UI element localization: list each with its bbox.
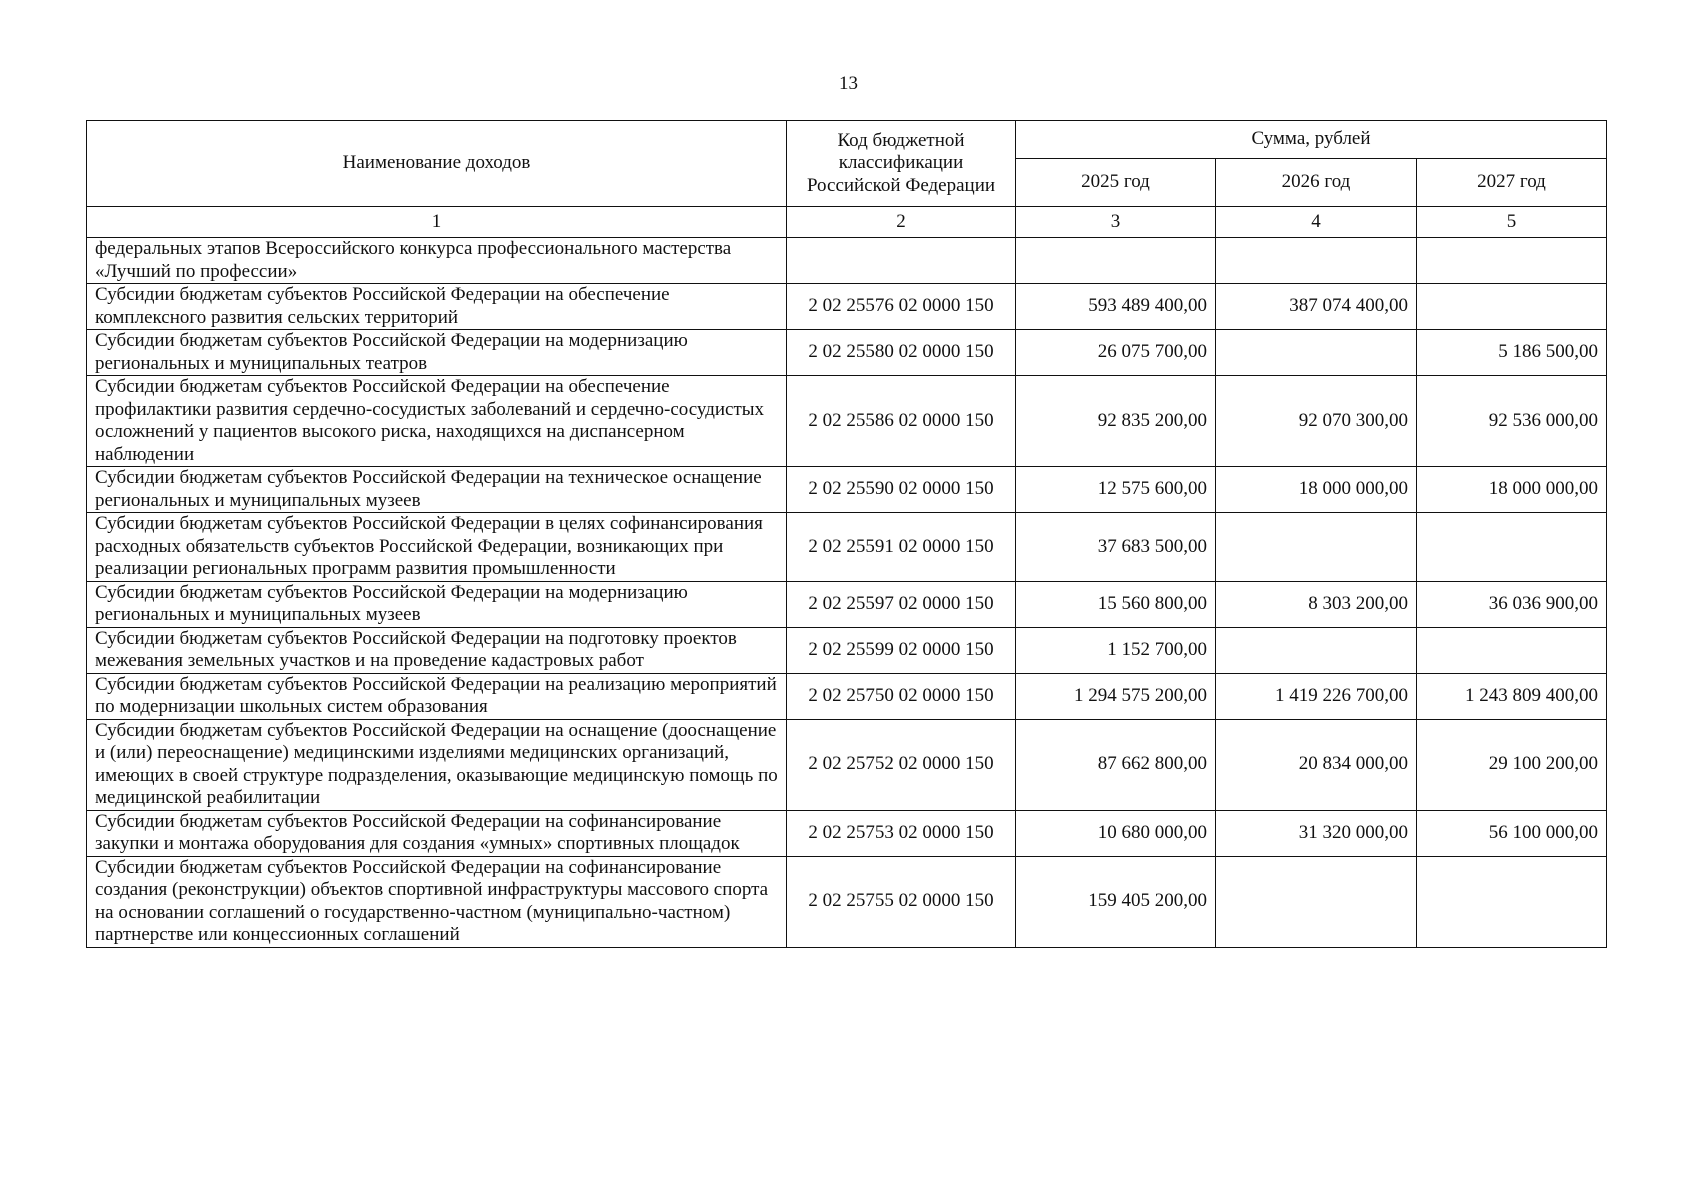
amount-2027: [1417, 856, 1607, 947]
amount-2026: 387 074 400,00: [1216, 284, 1417, 330]
column-number: 4: [1216, 207, 1417, 238]
table-row: [87, 284, 1607, 330]
amount-2027: 18 000 000,00: [1417, 467, 1607, 513]
amount-2026: [1216, 856, 1417, 947]
budget-code: 2 02 25752 02 0000 150: [787, 719, 1016, 810]
table-row: [87, 627, 1607, 673]
table-row: [87, 467, 1607, 513]
budget-code: 2 02 25586 02 0000 150: [787, 376, 1016, 467]
amount-2026: 31 320 000,00: [1216, 810, 1417, 856]
table-row: [87, 581, 1607, 627]
table-row: [87, 719, 1607, 810]
column-number-row: [87, 207, 1607, 238]
page-number: 13: [839, 73, 858, 94]
revenue-name: Субсидии бюджетам субъектов Российской Федерации на модернизацию региональных и муниципальных музеев: [87, 581, 787, 627]
amount-2026: 92 070 300,00: [1216, 376, 1417, 467]
revenue-name: Субсидии бюджетам субъектов Российской Федерации в целях софинансирования расходных обязательств субъектов Российской Федерации, возникающих при реализации региональных программ развития промышленности: [87, 513, 787, 582]
revenue-name: Субсидии бюджетам субъектов Российской Федерации на оснащение (дооснащение и (или) переоснащение) медицинскими изделиями медицинских организаций, имеющих в своей структуре подразделения, оказывающие медицинскую помощь по медицинской реабилитации: [87, 719, 787, 810]
revenue-name: Субсидии бюджетам субъектов Российской Федерации на обеспечение профилактики развития сердечно-сосудистых заболеваний и сердечно-сосудистых осложнений у пациентов высокого риска, находящихся на диспансерном наблюдении: [87, 376, 787, 467]
amount-2026: [1216, 330, 1417, 376]
amount-2026: 8 303 200,00: [1216, 581, 1417, 627]
budget-code: 2 02 25750 02 0000 150: [787, 673, 1016, 719]
revenue-name: Субсидии бюджетам субъектов Российской Федерации на модернизацию региональных и муниципальных театров: [87, 330, 787, 376]
amount-2025: 1 294 575 200,00: [1016, 673, 1216, 719]
revenue-name: федеральных этапов Всероссийского конкурса профессионального мастерства «Лучший по профессии»: [87, 238, 787, 284]
amount-2025: 15 560 800,00: [1016, 581, 1216, 627]
amount-2027: 29 100 200,00: [1417, 719, 1607, 810]
table-row: [87, 856, 1607, 947]
amount-2027: [1417, 284, 1607, 330]
budget-code: 2 02 25753 02 0000 150: [787, 810, 1016, 856]
revenue-name: Субсидии бюджетам субъектов Российской Федерации на софинансирование создания (реконструкции) объектов спортивной инфраструктуры массового спорта на основании соглашений о государственно-частном (муниципально-частном) партнерстве или концессионных соглашений: [87, 856, 787, 947]
header-name: Наименование доходов: [87, 121, 787, 207]
amount-2026: 1 419 226 700,00: [1216, 673, 1417, 719]
table-row: [87, 513, 1607, 582]
header-year-2025: 2025 год: [1016, 159, 1216, 207]
amount-2027: 1 243 809 400,00: [1417, 673, 1607, 719]
budget-code: [787, 238, 1016, 284]
budget-code: 2 02 25599 02 0000 150: [787, 627, 1016, 673]
revenue-name: Субсидии бюджетам субъектов Российской Федерации на техническое оснащение региональных и муниципальных музеев: [87, 467, 787, 513]
budget-code: 2 02 25580 02 0000 150: [787, 330, 1016, 376]
amount-2025: 593 489 400,00: [1016, 284, 1216, 330]
table-row: [87, 810, 1607, 856]
amount-2027: [1417, 513, 1607, 582]
amount-2025: 26 075 700,00: [1016, 330, 1216, 376]
table-row: [87, 238, 1607, 284]
amount-2027: 5 186 500,00: [1417, 330, 1607, 376]
amount-2025: 159 405 200,00: [1016, 856, 1216, 947]
amount-2026: 20 834 000,00: [1216, 719, 1417, 810]
table-row: [87, 376, 1607, 467]
amount-2025: 92 835 200,00: [1016, 376, 1216, 467]
column-number: 5: [1417, 207, 1607, 238]
header-year-2027: 2027 год: [1417, 159, 1607, 207]
revenue-table: [86, 120, 1607, 948]
amount-2025: 12 575 600,00: [1016, 467, 1216, 513]
amount-2025: 37 683 500,00: [1016, 513, 1216, 582]
amount-2025: 87 662 800,00: [1016, 719, 1216, 810]
table-header: [87, 121, 1607, 238]
revenue-name: Субсидии бюджетам субъектов Российской Федерации на подготовку проектов межевания земельных участков и на проведение кадастровых работ: [87, 627, 787, 673]
budget-code: 2 02 25576 02 0000 150: [787, 284, 1016, 330]
budget-code: 2 02 25591 02 0000 150: [787, 513, 1016, 582]
amount-2027: [1417, 238, 1607, 284]
column-number: 3: [1016, 207, 1216, 238]
column-number: 1: [87, 207, 787, 238]
amount-2025: 10 680 000,00: [1016, 810, 1216, 856]
budget-code: 2 02 25590 02 0000 150: [787, 467, 1016, 513]
amount-2027: 36 036 900,00: [1417, 581, 1607, 627]
revenue-name: Субсидии бюджетам субъектов Российской Федерации на софинансирование закупки и монтажа оборудования для создания «умных» спортивных площадок: [87, 810, 787, 856]
column-number: 2: [787, 207, 1016, 238]
budget-code: 2 02 25597 02 0000 150: [787, 581, 1016, 627]
header-year-2026: 2026 год: [1216, 159, 1417, 207]
amount-2026: 18 000 000,00: [1216, 467, 1417, 513]
header-sum: Сумма, рублей: [1016, 121, 1607, 159]
amount-2025: 1 152 700,00: [1016, 627, 1216, 673]
table-row: [87, 330, 1607, 376]
amount-2026: [1216, 513, 1417, 582]
header-code: Код бюджетной классификации Российской Федерации: [787, 121, 1016, 207]
budget-code: 2 02 25755 02 0000 150: [787, 856, 1016, 947]
amount-2027: 92 536 000,00: [1417, 376, 1607, 467]
revenue-name: Субсидии бюджетам субъектов Российской Федерации на реализацию мероприятий по модернизации школьных систем образования: [87, 673, 787, 719]
amount-2027: [1417, 627, 1607, 673]
amount-2026: [1216, 627, 1417, 673]
amount-2026: [1216, 238, 1417, 284]
amount-2025: [1016, 238, 1216, 284]
revenue-name: Субсидии бюджетам субъектов Российской Федерации на обеспечение комплексного развития сельских территорий: [87, 284, 787, 330]
table-body: [87, 238, 1607, 948]
amount-2027: 56 100 000,00: [1417, 810, 1607, 856]
table-row: [87, 673, 1607, 719]
